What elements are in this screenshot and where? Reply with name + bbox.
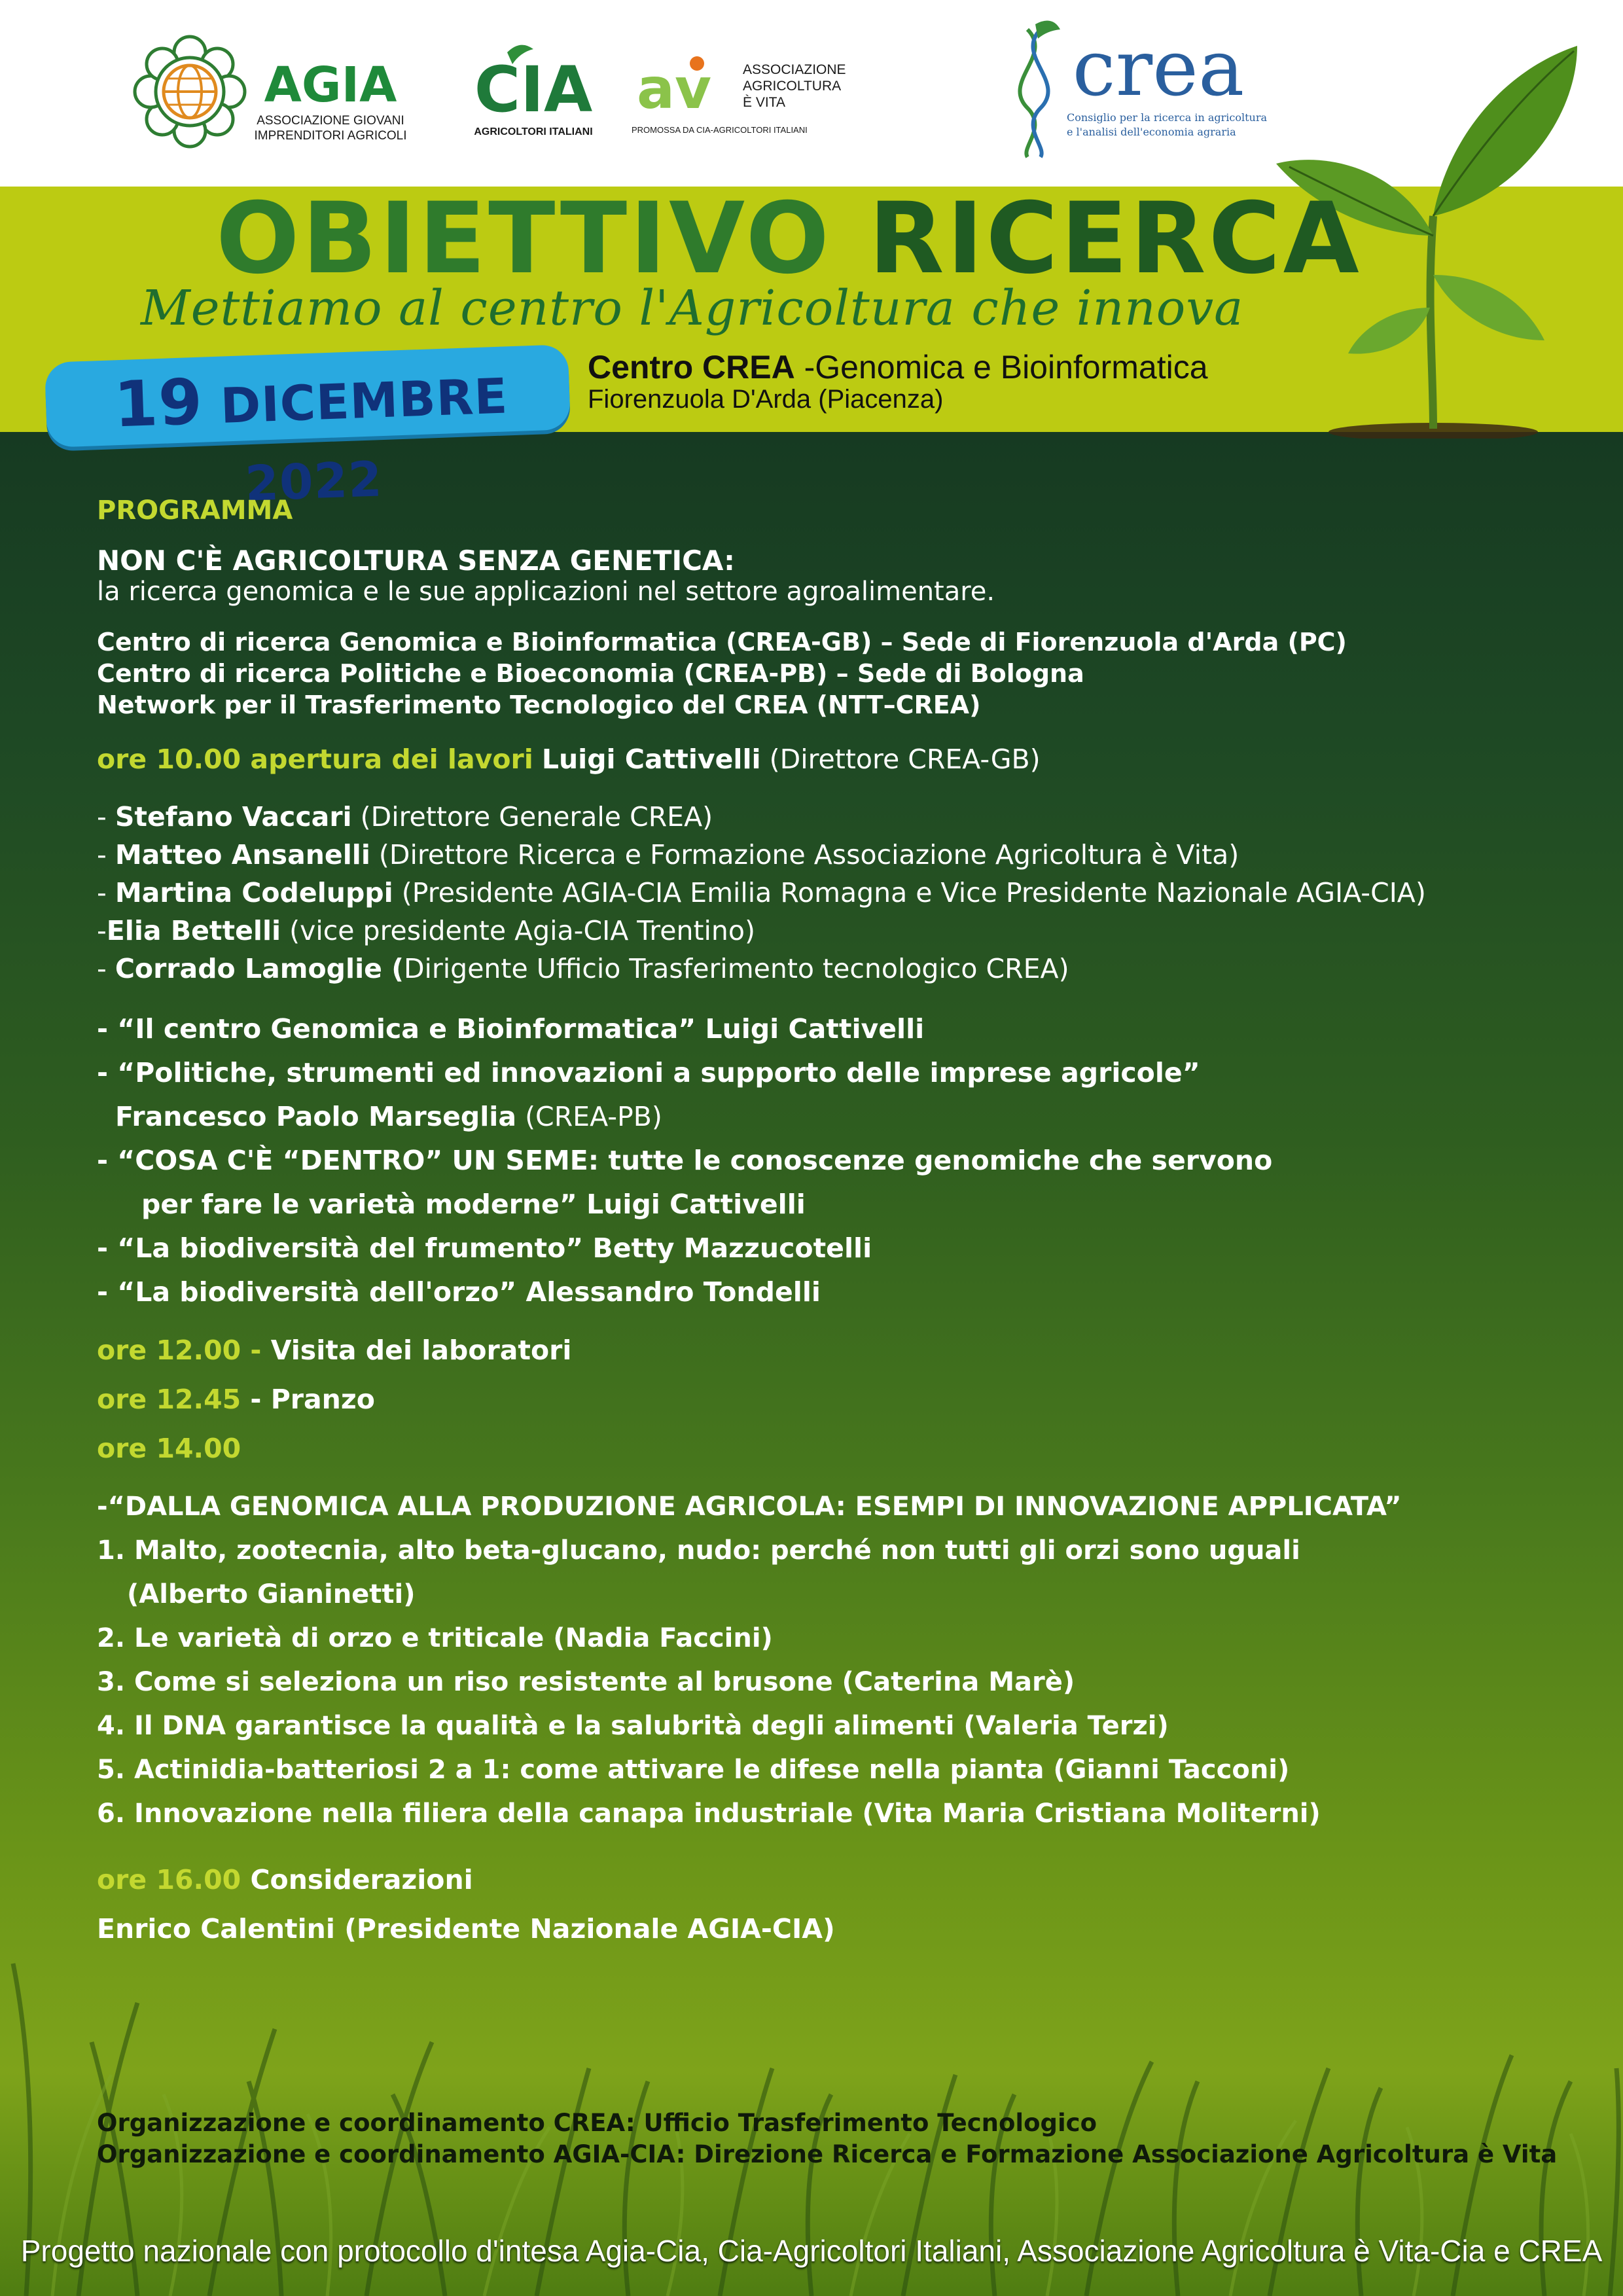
sessions-list: [97, 1326, 1589, 1473]
organization-line: Organizzazione e coordinamento AGIA-CIA: Direzione Ricerca e Formazione Associazione Agricoltura è Vita: [97, 2140, 1558, 2168]
session-time: ore 14.00: [97, 1433, 241, 1464]
greeting-item: - Stefano Vaccari (Direttore Generale CREA): [97, 801, 713, 833]
cia-logo-subtitle: AGRICOLTORI ITALIANI: [474, 126, 593, 137]
av-logo-mark: av: [637, 56, 712, 122]
greeting-role: (Direttore Generale CREA): [351, 801, 713, 833]
av-logo-text-3: È VITA: [743, 95, 785, 110]
greeting-role: (Presidente AGIA-CIA Emilia Romagna e Vice Presidente Nazionale AGIA-CIA): [393, 877, 1426, 908]
centre-item: Centro di ricerca Politiche e Bioeconomia (CREA-PB) – Sede di Bologna: [97, 659, 1084, 688]
crea-logo-name: crea: [1072, 23, 1245, 113]
closing-time: ore 16.00: [97, 1864, 241, 1895]
organization-line: Organizzazione e coordinamento CREA: Ufficio Trasferimento Tecnologico: [97, 2109, 1097, 2137]
greetings-list: [97, 798, 1589, 988]
talk-item-continuation: per fare le varietà moderne” Luigi Cattivelli: [141, 1189, 806, 1220]
venue: [588, 350, 1208, 414]
afternoon-item-continuation: (Alberto Gianinetti): [127, 1579, 416, 1609]
title-word-obiettivo: OBIETTIVO: [216, 182, 832, 296]
cia-logo-name: CIA: [474, 53, 593, 126]
afternoon-item: 6. Innovazione nella filiera della canapa industriale (Vita Maria Cristiana Moliterni): [97, 1799, 1321, 1829]
program-label: PROGRAMMA: [97, 495, 293, 526]
av-logo-promo: PROMOSSA DA CIA-AGRICOLTORI ITALIANI: [632, 125, 808, 135]
closing-line: [97, 1856, 1589, 1905]
organization-credits: [97, 2108, 1602, 2170]
greeting-item: - Matteo Ansanelli (Direttore Ricerca e Formazione Associazione Agricoltura è Vita): [97, 839, 1240, 870]
cia-logo: [461, 39, 605, 144]
greeting-item: - Corrado Lamoglie (Dirigente Ufficio Trasferimento tecnologico CREA): [97, 953, 1069, 984]
session-text: Visita dei laboratori: [270, 1335, 572, 1366]
av-logo-text-1: ASSOCIAZIONE: [743, 62, 846, 77]
opening-role: (Direttore CREA-GB): [769, 744, 1041, 775]
av-logo-text-2: AGRICOLTURA: [743, 79, 842, 94]
session-time: ore 12.45: [97, 1384, 241, 1415]
talks-list: [97, 1007, 1589, 1314]
afternoon-list: [97, 1485, 1589, 1836]
greeting-role: (Direttore Ricerca e Formazione Associazione Agricoltura è Vita): [370, 839, 1240, 870]
session-item: ore 12.45 - Pranzo: [97, 1384, 375, 1415]
centre-item: Network per il Trasferimento Tecnologico del CREA (NTT–CREA): [97, 691, 981, 719]
talk-item: - “Politiche, strumenti ed innovazioni a supporto delle imprese agricole”: [97, 1057, 1200, 1088]
talk-speaker: Francesco Paolo Marseglia (CREA-PB): [115, 1101, 662, 1132]
greeting-role: (vice presidente Agia-CIA Trentino): [281, 915, 755, 946]
greeting-name: Elia Bettelli: [106, 915, 281, 946]
afternoon-item: 1. Malto, zootecnia, alto beta-glucano, nudo: perché non tutti gli orzi sono uguali: [97, 1535, 1300, 1566]
afternoon-item: 5. Actinidia-batteriosi 2 a 1: come attivare le difese nella pianta (Gianni Tacconi): [97, 1755, 1290, 1785]
agia-logo-name: AGIA: [264, 57, 397, 113]
afternoon-item: 4. Il DNA garantisce la qualità e la salubrità degli alimenti (Valeria Terzi): [97, 1711, 1169, 1741]
footer-project-note: Progetto nazionale con protocollo d'intesa Agia-Cia, Cia-Agricoltori Italiani, Associazione Agricoltura è Vita-Cia e CREA: [20, 2234, 1603, 2268]
session-time: ore 12.00: [97, 1335, 241, 1366]
venue-name: Centro CREA: [588, 349, 795, 386]
talk-item: - “La biodiversità dell'orzo” Alessandro Tondelli: [97, 1276, 821, 1308]
event-date-month-year: DICEMBRE 2022: [219, 368, 509, 512]
crea-logo: [995, 16, 1270, 160]
crea-dna-icon: [1020, 21, 1060, 157]
crea-logo-tagline-2: e l'analisi dell'economia agraria: [1067, 126, 1236, 138]
greeting-role: Dirigente Ufficio Trasferimento tecnologico CREA): [403, 953, 1069, 984]
program-headline: NON C'È AGRICOLTURA SENZA GENETICA:: [97, 545, 735, 577]
afternoon-item: 2. Le varietà di orzo e triticale (Nadia Faccini): [97, 1623, 773, 1653]
av-logo: [632, 49, 847, 141]
event-title: [216, 182, 1362, 296]
closing-label: Considerazioni: [250, 1864, 473, 1895]
venue-place: Fiorenzuola D'Arda (Piacenza): [588, 384, 944, 414]
agia-logo-subtitle-1: ASSOCIAZIONE GIOVANI: [257, 114, 404, 128]
closing-speaker: Enrico Calentini (Presidente Nazionale AGIA-CIA): [97, 1913, 835, 1945]
session-item: ore 12.00 - Visita dei laboratori: [97, 1335, 572, 1366]
agia-flower-icon: [135, 37, 245, 147]
crea-logo-tagline-1: Consiglio per la ricerca in agricoltura: [1067, 111, 1268, 124]
afternoon-title: -“DALLA GENOMICA ALLA PRODUZIONE AGRICOLA: ESEMPI DI INNOVAZIONE APPLICATA”: [97, 1492, 1402, 1522]
program-headline-sub: la ricerca genomica e le sue applicazioni nel settore agroalimentare.: [97, 577, 995, 607]
agia-logo: [131, 33, 425, 157]
event-date-day: 19: [113, 365, 204, 442]
opening-line: [97, 740, 1589, 778]
greeting-item: - Martina Codeluppi (Presidente AGIA-CIA Emilia Romagna e Vice Presidente Nazionale AGIA-CIA): [97, 877, 1426, 908]
session-text: Pranzo: [270, 1384, 375, 1415]
organizing-centres: [97, 626, 1589, 721]
agia-logo-subtitle-2: IMPRENDITORI AGRICOLI: [254, 129, 407, 143]
opening-speaker: Luigi Cattivelli: [541, 744, 761, 775]
opening-time: ore 10.00 apertura dei lavori: [97, 744, 533, 775]
greeting-name: Martina Codeluppi: [115, 877, 393, 908]
venue-detail: -Genomica e Bioinformatica: [804, 349, 1208, 386]
afternoon-item: 3. Come si seleziona un riso resistente al brusone (Caterina Marè): [97, 1667, 1075, 1697]
greeting-name: Corrado Lamoglie (: [115, 953, 404, 984]
talk-item: - “Il centro Genomica e Bioinformatica” Luigi Cattivelli: [97, 1013, 925, 1045]
greeting-item: -Elia Bettelli (vice presidente Agia-CIA Trentino): [97, 915, 755, 946]
talk-item: - “La biodiversità del frumento” Betty Mazzucotelli: [97, 1232, 872, 1264]
session-item: [97, 1424, 1589, 1473]
talk-item: - “COSA C'È “DENTRO” UN SEME: tutte le conoscenze genomiche che servono: [97, 1145, 1273, 1176]
greeting-name: Stefano Vaccari: [115, 801, 352, 833]
event-subtitle: Mettiamo al centro l'Agricoltura che innova: [141, 280, 1244, 336]
greeting-name: Matteo Ansanelli: [115, 839, 370, 870]
title-word-ricerca: RICERCA: [868, 182, 1362, 296]
centre-item: Centro di ricerca Genomica e Bioinformatica (CREA-GB) – Sede di Fiorenzuola d'Arda (PC): [97, 628, 1347, 656]
program: [97, 488, 1589, 1954]
closing: [97, 1856, 1589, 1954]
